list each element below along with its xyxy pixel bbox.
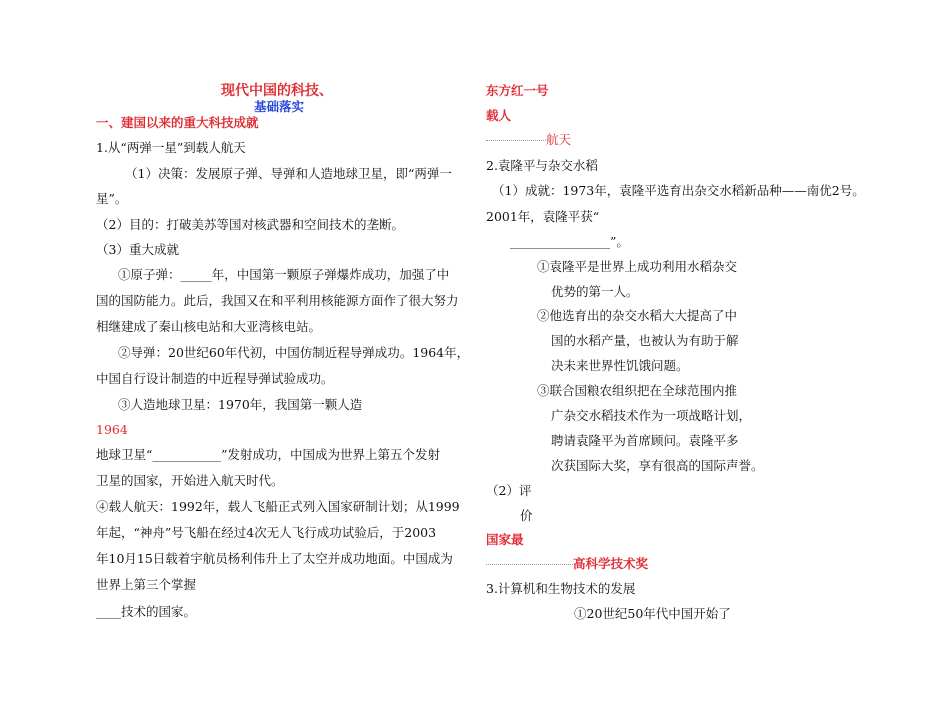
point1-line-b: 优势的第一人。 [551,284,639,299]
point2-line-a: ②他选育出的杂交水稻大大提高了中 [537,308,738,323]
item-heading-1: 1.从“两弹一星”到载人航天 [96,140,246,155]
point1-line-a: ①袁隆平是世界上成功利用水稻杂交 [537,259,738,274]
answer-award [486,555,648,573]
manned-line-a: ④载人航天：1992年，载人飞船正式列入国家研制计划；从1999 [96,499,460,514]
atom-line-a: ①原子弹：_____年，中国第一颗原子弹爆炸成功，加强了中 [118,267,450,282]
answer-zairen: 载人 [486,108,512,123]
evaluation-label-b: 价 [520,508,533,523]
satellite-line-c: 卫星的国家，开始进入航天时代。 [96,473,284,488]
answer-1964: 1964 [96,422,128,437]
answer-award-rule [486,564,573,565]
manned-line-b: 年起，“神舟”号飞船在经过4次无人飞行成功试验后，于2003 [96,525,437,540]
point2-line-c: 决未来世界性饥饿问题。 [551,358,689,373]
point2-line-b: 国的水稻产量，也被认为有助于解 [551,333,739,348]
missile-line-a: ②导弹：20世纪60年代初，中国仿制近程导弹成功。1964年， [118,345,470,360]
point3-line-c: 聘请袁隆平为首席顾问。袁隆平多 [551,433,739,448]
item-heading-2: 2.袁隆平与杂交水稻 [486,158,598,173]
evaluation-label-a: （2）评 [486,483,532,498]
satellite-line-a: ③人造地球卫星：1970年，我国第一颗人造 [118,397,363,412]
achievements-heading: （3）重大成就 [96,242,179,257]
manned-line-d: 世界上第三个掌握 [96,577,197,592]
answer-hangtian-rule [486,140,546,141]
manned-line-c: 年10月15日载着宇航员杨利伟升上了太空并成功地面。中国成为 [96,551,453,566]
section-heading: 一、建国以来的重大科技成就 [96,115,259,130]
page-title: 现代中国的科技、 [221,83,333,99]
atom-line-c: 相继建成了秦山核电站和大亚湾核电站。 [96,319,322,334]
decision-line-b: 星”。 [96,191,128,206]
year-2001-line: 2001年，袁隆平获“ [486,209,600,224]
atom-line-b: 国的国防能力。此后，我国又在和平利用核能源方面作了很大努力 [96,293,459,308]
missile-line-b: 中国自行设计制造的中近程导弹试验成功。 [96,371,334,386]
answer-dongfanghong: 东方红一号 [486,83,549,98]
purpose-line: （2）目的：打破美苏等国对核武器和空间技术的垄断。 [96,217,404,232]
answer-award-text: 高科学技术奖 [573,556,649,571]
award-blank-line: ________________”。 [510,234,629,249]
decision-line-a: （1）决策：发展原子弹、导弹和人造地球卫星，即“两弹一 [125,166,452,181]
answer-hangtian-text: 航天 [546,132,572,147]
item-heading-3: 3.计算机和生物技术的发展 [486,581,636,596]
page-subtitle: 基础落实 [254,99,305,114]
satellite-line-b: 地球卫星“___________”发射成功，中国成为世界上第五个发射 [96,447,441,462]
item3-line-1: ①20世纪50年代中国开始了 [574,606,731,621]
point3-line-a: ③联合国粮农组织把在全球范围内推 [537,383,738,398]
result-line: （1）成就：1973年，袁隆平选育出杂交水稻新品种——南优2号。 [492,183,865,198]
answer-hangtian [486,131,571,149]
answer-guojia: 国家最 [486,532,524,547]
manned-line-e: ____技术的国家。 [96,604,197,619]
point3-line-d: 次获国际大奖，享有很高的国际声誉。 [551,458,764,473]
point3-line-b: 广杂交水稻技术作为一项战略计划， [551,408,752,423]
